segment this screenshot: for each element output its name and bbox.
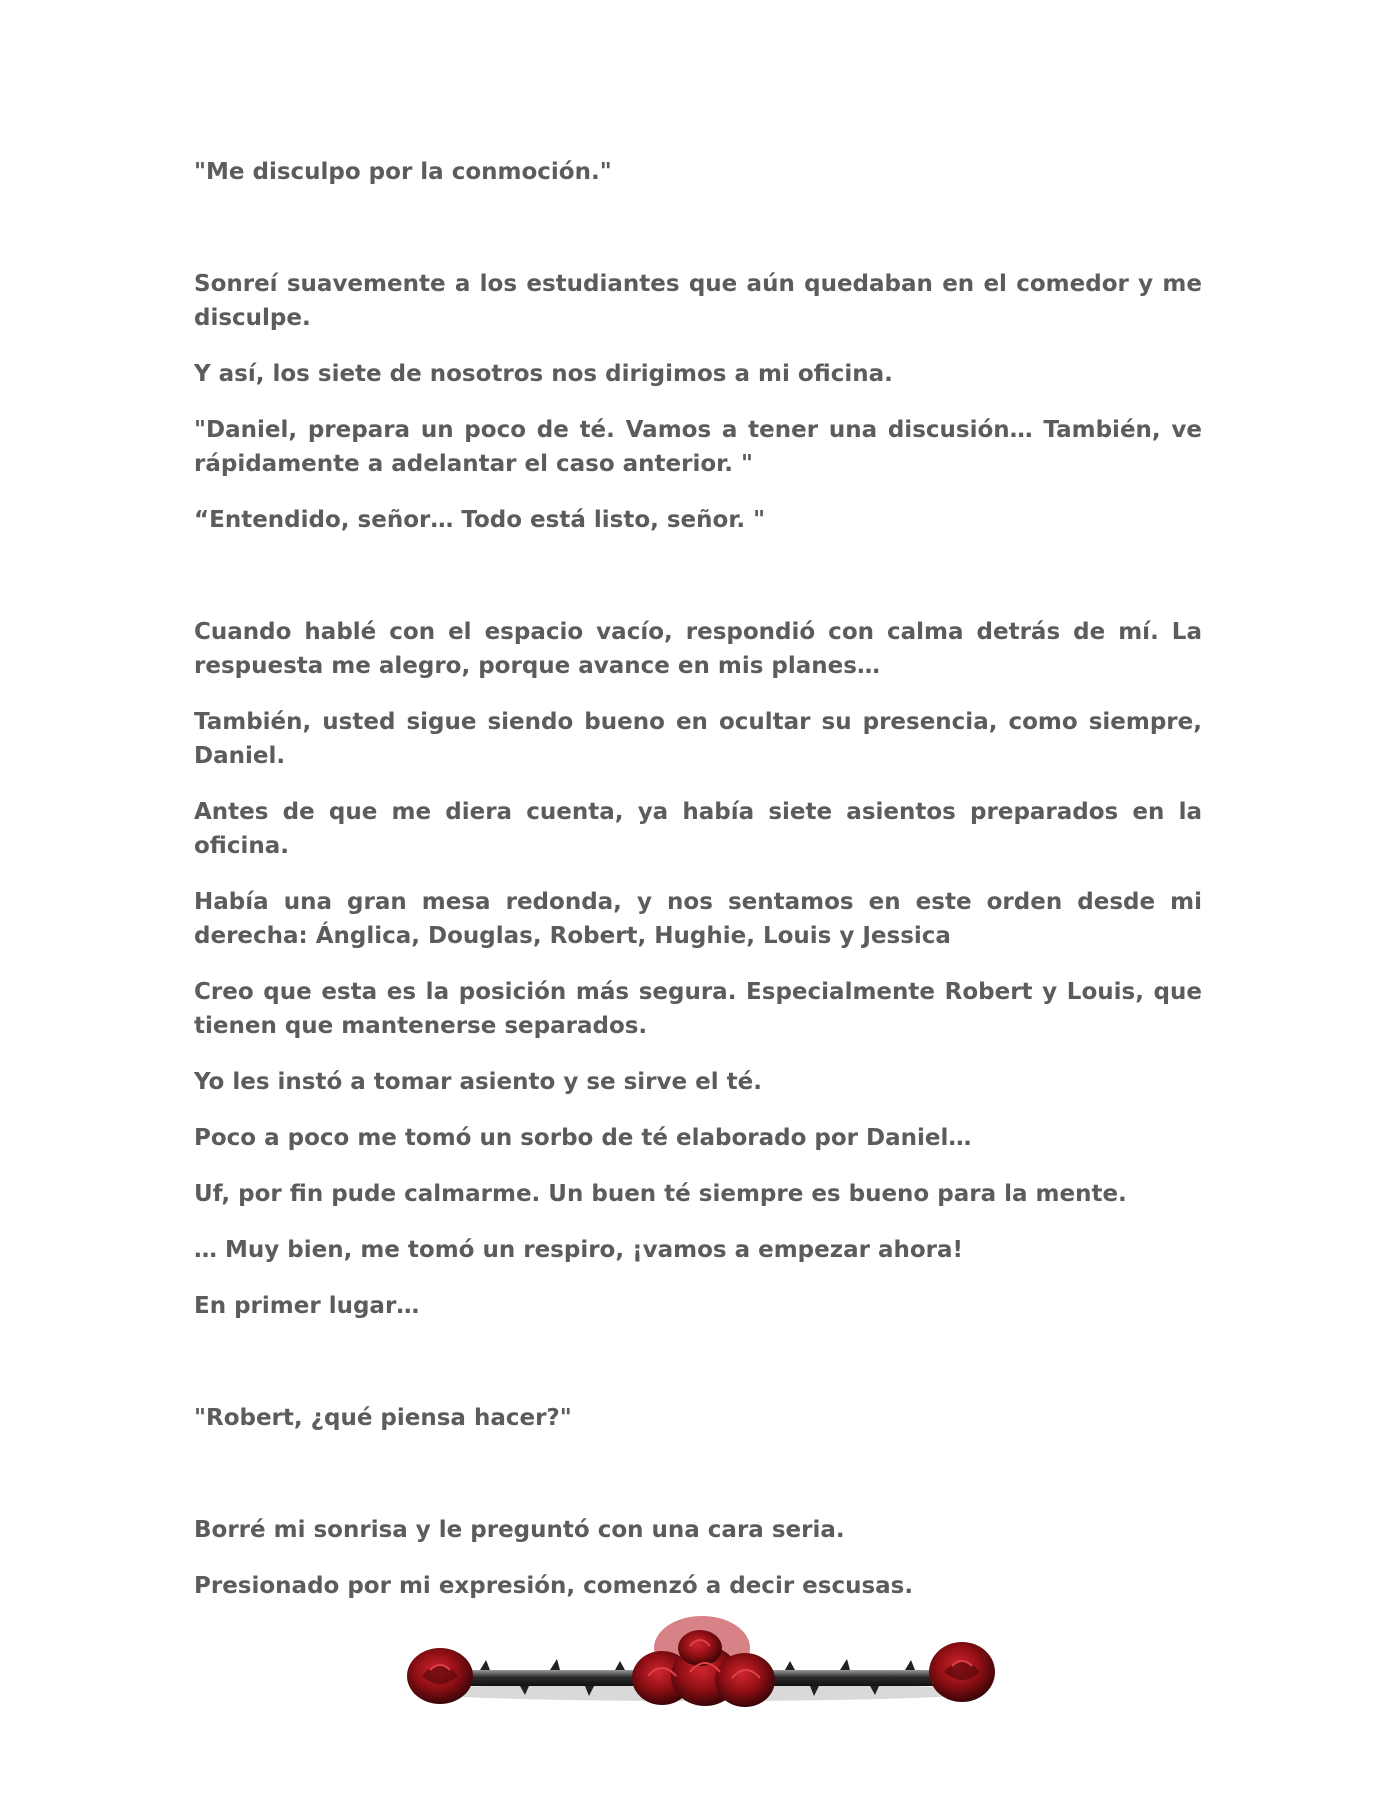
paragraph-spacer [194,1345,1202,1401]
document-body [194,155,1202,1625]
paragraph-17: Borré mi sonrisa y le preguntó con una cara seria. [194,1517,845,1543]
paragraph-6: Cuando hablé con el espacio vacío, respondió con calma detrás de mí. La respuesta me alegro, porque avance en mis planes… [194,619,1202,679]
paragraph-5: “Entendido, señor… Todo está listo, señor. " [194,507,766,533]
paragraph-10: Creo que esta es la posición más segura. Especialmente Robert y Louis, que tienen que mantenerse separados. [194,979,1202,1039]
paragraph-2: Sonreí suavemente a los estudiantes que aún quedaban en el comedor y me disculpe. [194,271,1202,331]
paragraph-spacer [194,559,1202,615]
paragraph-9: Había una gran mesa redonda, y nos sentamos en este orden desde mi derecha: Ánglica, Douglas, Robert, Hughie, Louis y Jessica [194,889,1202,949]
paragraph-12: Poco a poco me tomó un sorbo de té elaborado por Daniel… [194,1125,972,1151]
paragraph-4: "Daniel, prepara un poco de té. Vamos a tener una discusión… También, ve rápidamente a adelantar el caso anterior. " [194,417,1202,477]
paragraph-18: Presionado por mi expresión, comenzó a decir escusas. [194,1573,914,1599]
paragraph-7: También, usted sigue siendo bueno en ocultar su presencia, como siempre, Daniel. [194,709,1202,769]
paragraph-3: Y así, los siete de nosotros nos dirigimos a mi oficina. [194,361,893,387]
paragraph-1: "Me disculpo por la conmoción." [194,159,612,185]
paragraph-spacer [194,211,1202,267]
paragraph-16: "Robert, ¿qué piensa hacer?" [194,1405,572,1431]
rose-divider-icon [400,1608,1000,1728]
paragraph-spacer [194,1457,1202,1513]
paragraph-14: … Muy bien, me tomó un respiro, ¡vamos a empezar ahora! [194,1237,964,1263]
paragraph-8: Antes de que me diera cuenta, ya había siete asientos preparados en la oficina. [194,799,1202,859]
paragraph-11: Yo les instó a tomar asiento y se sirve el té. [194,1069,762,1095]
paragraph-15: En primer lugar… [194,1293,420,1319]
paragraph-13: Uf, por fin pude calmarme. Un buen té siempre es bueno para la mente. [194,1181,1127,1207]
